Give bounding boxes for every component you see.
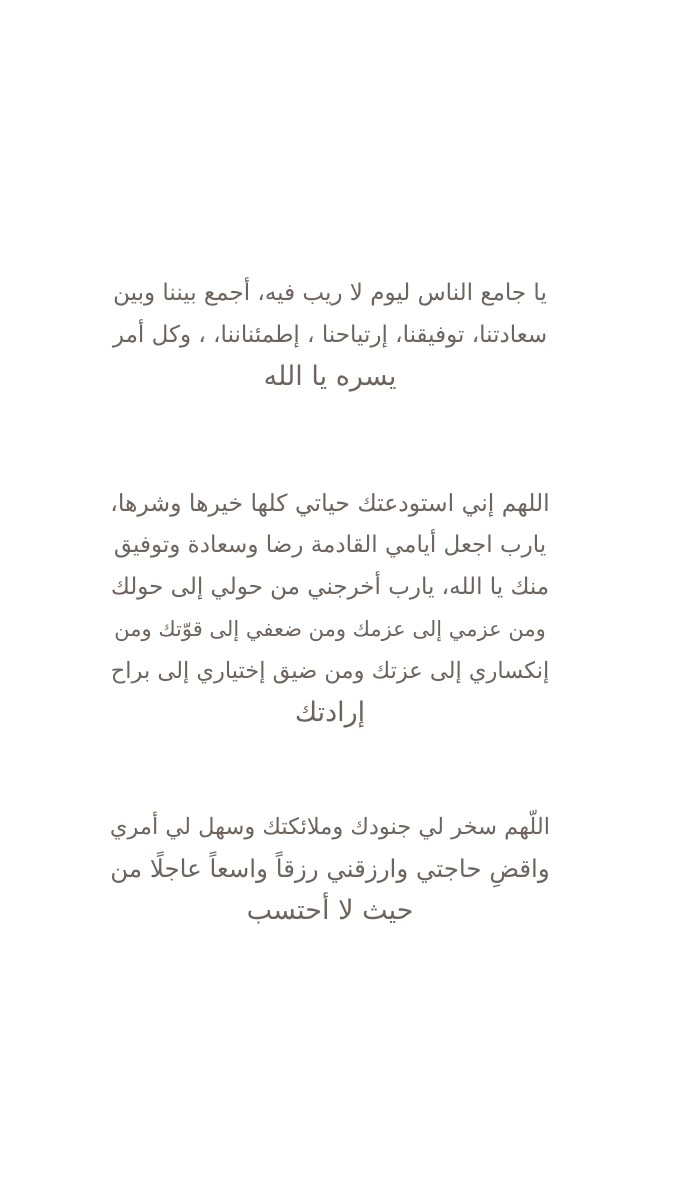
- dua-line: منك يا الله، يارب أخرجني من حولي إلى حولك: [110, 574, 550, 600]
- dua-line: يسره يا الله: [263, 361, 397, 392]
- dua-paragraph-entrusting: [110, 482, 550, 734]
- dua-line: سعادتنا، توفيقنا، إرتياحنا ، إطمئناننا، ، وكل أمر: [112, 322, 548, 348]
- dua-line: إرادتك: [294, 697, 366, 728]
- dua-line: اللهم إني استودعتك حياتي كلها خيرها وشرها،: [110, 489, 550, 517]
- dua-line: ومن عزمي إلى عزمك ومن ضعفي إلى قوّتك ومن: [114, 617, 546, 641]
- dua-line: يارب اجعل أيامي القادمة رضا وسعادة وتوفيق: [113, 532, 547, 558]
- dua-line: حيث لا أحتسب: [246, 895, 414, 926]
- dua-line: يا جامع الناس ليوم لا ريب فيه، أجمع بيننا وبين: [113, 280, 547, 306]
- dua-paragraph-provision: [110, 806, 550, 932]
- dua-paragraph-gathering: [110, 272, 550, 398]
- dua-line: إنكساري إلى عزتك ومن ضيق إختياري إلى براح: [110, 658, 550, 684]
- dua-line: واقضِ حاجتي وارزقني رزقاً واسعاً عاجلًا من: [110, 854, 550, 883]
- dua-line: اللّهم سخر لي جنودك وملائكتك وسهل لي أمري: [109, 814, 550, 840]
